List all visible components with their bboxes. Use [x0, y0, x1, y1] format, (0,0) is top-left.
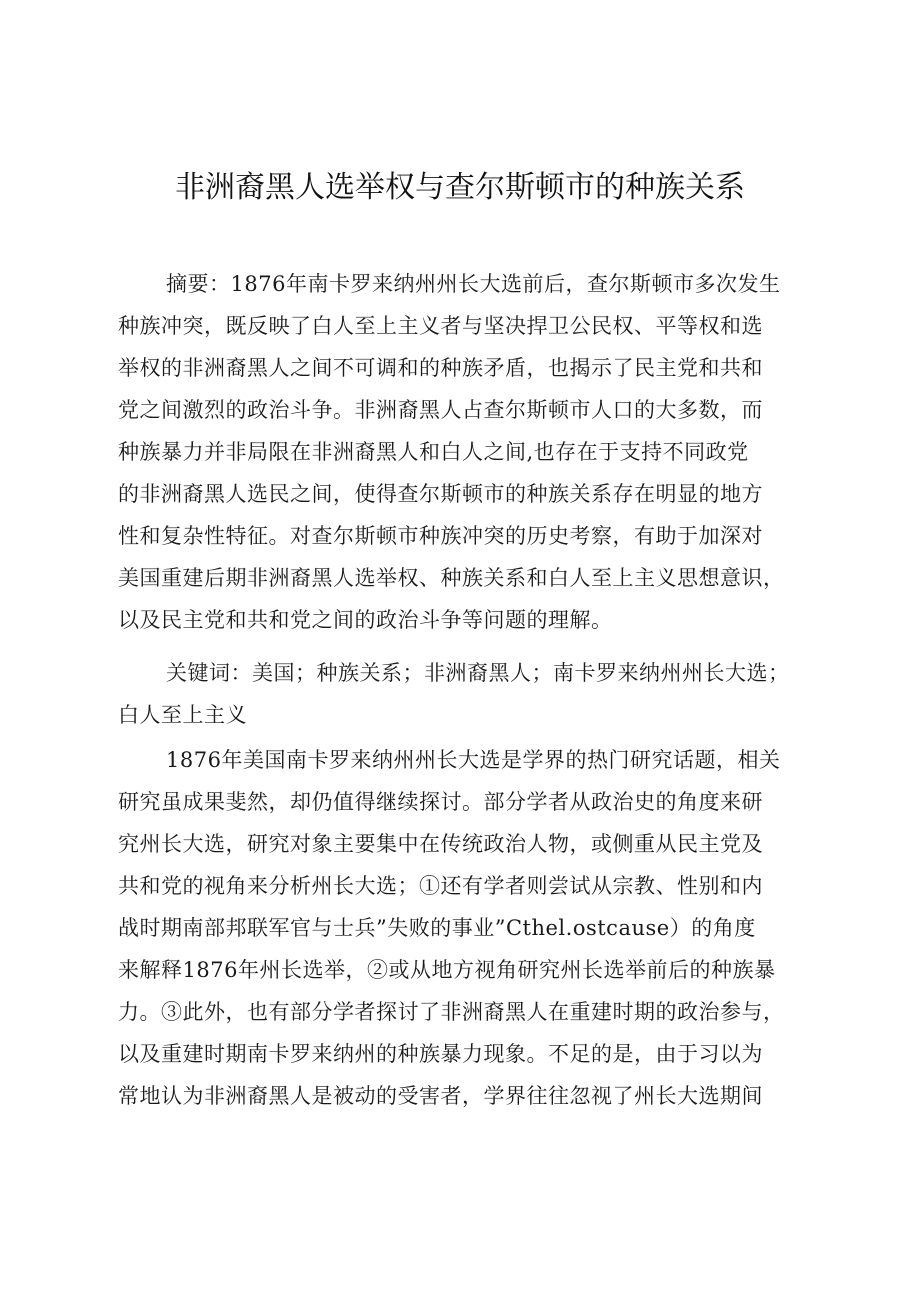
keywords-line-2: 白人至上主义 [118, 703, 247, 727]
document-title: 非洲裔黑人选举权与查尔斯顿市的种族关系 [175, 170, 745, 205]
keywords-line-1: 关键词：美国；种族关系；非洲裔黑人；南卡罗来纳州州长大选； [166, 661, 790, 685]
body-line-3: 究州长大选，研究对象主要集中在传统政治人物，或侧重从民主党及 [118, 832, 763, 856]
abstract-line-2: 种族冲突，既反映了白人至上主义者与坚决捍卫公民权、平等权和选 [118, 314, 763, 338]
abstract-line-4: 党之间激烈的政治斗争。非洲裔黑人占查尔斯顿市人口的大多数，而 [118, 398, 763, 422]
abstract-line-8: 美国重建后期非洲裔黑人选举权、种族关系和白人至上主义思想意识， [118, 566, 785, 590]
body-line-6: 来解释1876年州长选举，②或从地方视角研究州长选举前后的种族暴 [118, 958, 776, 982]
abstract-line-5: 种族暴力并非局限在非洲裔黑人和白人之间,也存在于支持不同政党 [118, 440, 749, 464]
abstract-line-3: 举权的非洲裔黑人之间不可调和的种族矛盾，也揭示了民主党和共和 [118, 356, 763, 380]
body-line-2: 研究虽成果斐然，却仍值得继续探讨。部分学者从政治史的角度来研 [118, 790, 763, 814]
body-line-1: 1876年美国南卡罗来纳州州长大选是学界的热门研究话题，相关 [166, 748, 781, 772]
abstract-line-7: 性和复杂性特征。对查尔斯顿市种族冲突的历史考察，有助于加深对 [118, 524, 763, 548]
abstract-line-9: 以及民主党和共和党之间的政治斗争等问题的理解。 [118, 608, 613, 632]
body-line-9: 常地认为非洲裔黑人是被动的受害者，学界往往忽视了州长大选期间 [118, 1084, 763, 1108]
body-line-4: 共和党的视角来分析州长大选；①还有学者则尝试从宗教、性别和内 [118, 874, 763, 898]
abstract-line-6: 的非洲裔黑人选民之间，使得查尔斯顿市的种族关系存在明显的地方 [118, 482, 763, 506]
body-line-7: 力。③此外，也有部分学者探讨了非洲裔黑人在重建时期的政治参与， [118, 1000, 785, 1024]
body-line-5: 战时期南部邦联军官与士兵”失败的事业”Cthel.ostcause）的角度 [118, 916, 756, 940]
body-line-8: 以及重建时期南卡罗来纳州的种族暴力现象。不足的是，由于习以为 [118, 1042, 763, 1066]
abstract-line-1: 摘要：1876年南卡罗来纳州州长大选前后，查尔斯顿市多次发生 [166, 272, 781, 296]
